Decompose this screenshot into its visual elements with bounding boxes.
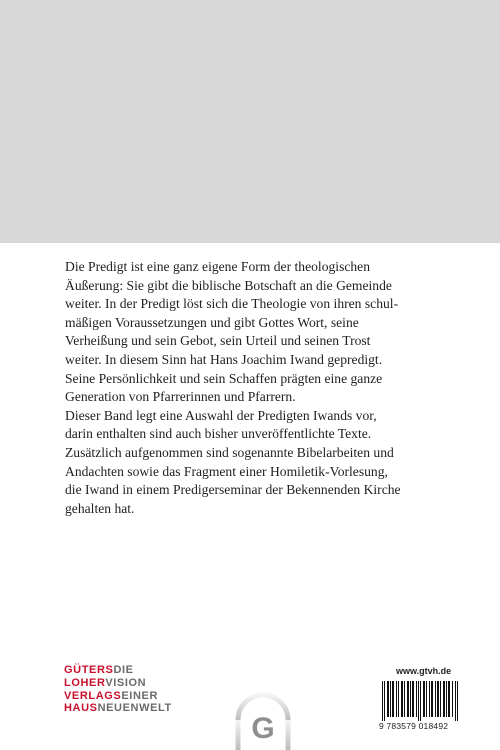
blurb-line: die Iwand in einem Predigerseminar der Bekennenden Kirche [65,482,401,498]
isbn-barcode [382,681,458,721]
blurb-line: Die Predigt ist eine ganz eigene Form der theologischen [65,259,371,274]
publisher-logo [64,664,172,715]
back-cover-blurb [65,258,445,518]
blurb-line: Andachten sowie das Fragment einer Homiletik-Vorlesung, [65,463,388,479]
blurb-line: darin enthalten sind auch bisher unveröffentlichte Texte. [65,426,372,442]
blurb-line: Generation von Pfarrerinnen und Pfarrern. [65,389,296,405]
logo-word-red: VERLAGS [64,689,122,702]
logo-row [64,702,172,715]
blurb-line: Äußerung: Sie gibt die biblische Botschaft an die Gemeinde [65,277,392,293]
blurb-line: mäßigen Voraussetzungen und gibt Gottes Wort, seine [65,314,359,330]
blurb-line: weiter. In der Predigt löst sich die Theologie von ihren schul- [65,296,399,312]
logo-row [64,677,172,690]
logo-word-red: HAUS [64,702,98,715]
blurb-line: weiter. In diesem Sinn hat Hans Joachim Iwand gepredigt. [65,351,383,367]
logo-word-red: LOHER [64,676,106,689]
blurb-line: Dieser Band legt eine Auswahl der Predigten Iwands vor, [65,407,377,423]
logo-word-dark: DIE [113,664,134,676]
logo-word-dark: VISION [105,676,147,689]
logo-row [64,690,172,703]
logo-row [64,664,172,677]
blurb-line: Seine Persönlichkeit und sein Schaffen prägten eine ganze [65,370,383,386]
blurb-line: gehalten hat. [65,500,135,516]
logo-word-dark: EINER [121,689,158,702]
cover-image-band [0,0,500,243]
logo-word-red: GÜTERS [64,664,114,676]
isbn-digits: 9 783579 018492 [379,721,449,731]
publisher-url: www.gtvh.de [396,666,452,676]
g-arc-logo-icon [232,668,294,750]
svg-text:G: G [251,712,275,745]
blurb-line: Zusätzlich aufgenommen sind sogenannte Bibelarbeiten und [65,444,394,460]
blurb-line: Verheißung und sein Gebot, sein Urteil und seinen Trost [65,333,371,349]
logo-word-dark: NEUENWELT [97,702,172,715]
